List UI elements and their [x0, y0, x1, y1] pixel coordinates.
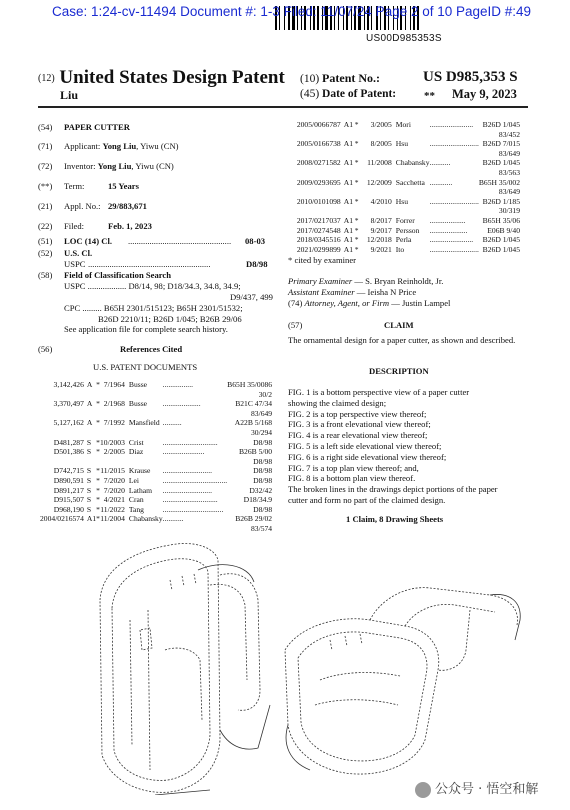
attorney: (74) Attorney, Agent, or Firm — Justin Lampel: [288, 298, 451, 308]
date-label: [300, 88, 396, 100]
citation-s: *: [96, 447, 100, 457]
citation-dots: ..........................: [162, 485, 212, 495]
citation-continuation: [40, 457, 272, 467]
citation-continuation: [288, 206, 520, 216]
citation-no: 2008/0271582: [296, 158, 341, 168]
citation-dots: ..........................: [429, 139, 479, 149]
code-12: (12): [38, 73, 55, 85]
patent-date: May 9, 2023: [452, 87, 517, 101]
citation-row: [40, 514, 272, 524]
citation-name: Chabansky: [128, 514, 163, 524]
citation-dots: ....................: [162, 399, 201, 409]
code-45: (45): [300, 88, 320, 100]
citation-s: *: [354, 177, 359, 187]
wechat-icon: [415, 782, 431, 798]
patent-number: US D985,353 S: [423, 69, 518, 85]
citation-dots: ............: [429, 177, 453, 187]
citation-dots: .......................: [429, 120, 474, 129]
citation-dots: ..........................: [429, 196, 479, 206]
citation-continuation: [40, 390, 272, 400]
date-marker: **: [424, 90, 435, 102]
citation-name: Hsu: [395, 139, 408, 149]
citation-cls: D32/42: [249, 485, 273, 495]
citation-s: *: [354, 225, 359, 235]
citation-s: *: [354, 120, 359, 129]
figure-right-solid: [286, 594, 520, 770]
citation-k: S: [86, 485, 92, 495]
citation-k: A1: [343, 225, 353, 235]
citation-row: [288, 235, 520, 245]
citation-dots: .......................: [429, 235, 474, 245]
citation-date: 7/2020: [103, 475, 125, 485]
watermark: 公众号 · 悟空和解: [415, 778, 538, 798]
citation-s: *: [96, 437, 100, 447]
citation-dots: ..........: [162, 418, 182, 428]
citation-no: D501,386: [53, 447, 84, 457]
citation-continuation: [40, 428, 272, 438]
citation-no: 2017/0217037: [296, 215, 341, 225]
citation-row: [288, 197, 520, 207]
citation-dots: ...................: [429, 215, 466, 225]
citation-cls: B26D 7/015: [482, 139, 520, 149]
citation-name: Hsu: [395, 196, 408, 206]
citation-cont-class: 83/563: [498, 167, 520, 177]
citation-cls: A22B 5/168: [234, 418, 273, 428]
description-line: FIG. 4 is a rear elevational view thereof;: [288, 430, 428, 441]
citation-name: Lei: [128, 475, 139, 485]
citation-date: 7/1964: [103, 380, 125, 389]
citation-dots: ................: [162, 380, 193, 389]
citation-k: A1: [343, 158, 353, 168]
citation-row: [288, 158, 520, 168]
citation-dots: ....................: [429, 225, 468, 235]
citation-row: [288, 178, 520, 188]
description-line: FIG. 8 is a bottom plan view thereof.: [288, 473, 416, 484]
citation-k: A: [86, 380, 93, 389]
citation-s: *: [96, 495, 100, 505]
claim-heading: CLAIM: [384, 320, 414, 330]
citation-no: D742,715: [53, 466, 84, 476]
citation-row: [40, 418, 272, 428]
citation-cls: B26D 1/045: [482, 120, 520, 129]
claims-summary: 1 Claim, 8 Drawing Sheets: [346, 514, 444, 524]
citation-no: 3,370,497: [53, 399, 84, 409]
citation-cls: B26B 29/02: [235, 514, 273, 524]
citation-name: Crist: [128, 437, 144, 447]
description-line: FIG. 6 is a right side elevational view thereof;: [288, 451, 447, 462]
citation-date: 4/2010: [370, 196, 392, 206]
citation-s: *: [354, 235, 359, 245]
citation-name: Ito: [395, 244, 405, 254]
citation-cont-class: D8/98: [253, 456, 273, 466]
citation-cls: B65H 35/06: [482, 215, 520, 225]
citation-k: A1: [343, 215, 353, 225]
citation-cont-class: 83/649: [498, 187, 520, 197]
citation-row: [40, 380, 272, 390]
citation-no: 2005/0166738: [296, 139, 341, 149]
citation-row: [40, 505, 272, 515]
inventor-surname: Liu: [60, 88, 79, 102]
citation-cont-class: 83/649: [498, 148, 520, 158]
citation-s: *: [354, 158, 359, 168]
citation-dots: .............................: [162, 495, 218, 505]
citation-s: *: [96, 475, 100, 485]
citations-left: [40, 380, 272, 534]
citation-k: A1: [343, 244, 353, 254]
date-label-text: Date of Patent:: [322, 88, 397, 100]
figure-left-perspective: [100, 543, 260, 792]
citation-no: 2004/0216574: [40, 514, 84, 524]
citation-no: D915,507: [53, 495, 84, 505]
citation-k: S: [86, 466, 92, 476]
citation-no: 2017/0274548: [296, 225, 341, 235]
citation-no: D891,217: [53, 485, 84, 495]
assistant-examiner: Assistant Examiner — Ieisha N Price: [288, 287, 417, 297]
citation-dots: .............................: [162, 437, 218, 447]
citation-name: Perla: [395, 235, 412, 245]
citation-s: *: [96, 466, 100, 476]
citation-k: S: [86, 437, 92, 447]
citation-name: Tang: [128, 504, 144, 514]
citation-s: *: [96, 504, 100, 514]
citation-date: 8/2005: [370, 139, 392, 149]
citation-date: 2/2005: [103, 447, 125, 457]
description-body: [288, 387, 528, 506]
citation-name: Chabansky: [395, 158, 430, 168]
citation-cont-class: 30/294: [251, 427, 273, 437]
description-line: The broken lines in the drawings depict portions of the paper: [288, 484, 498, 495]
citation-no: 2005/0066787: [296, 120, 341, 129]
citation-row: [288, 139, 520, 149]
patent-no-label: [300, 71, 380, 86]
citation-no: D968,190: [53, 504, 84, 514]
citation-no: 2010/0101098: [296, 196, 341, 206]
field-58-line-2: D9/437, 499: [230, 292, 273, 302]
citation-cont-class: 83/452: [498, 129, 520, 139]
cited-by-examiner: * cited by examiner: [288, 255, 357, 265]
citation-continuation: [288, 168, 520, 178]
citation-continuation: [40, 409, 272, 419]
citation-date: 11/2008: [367, 158, 392, 168]
description-line: FIG. 5 is a left side elevational view thereof;: [288, 440, 442, 451]
patent-type-title: [38, 67, 285, 89]
citation-s: *: [354, 139, 359, 149]
primary-examiner: Primary Examiner — S. Bryan Reinholdt, Jr.: [288, 276, 444, 286]
citation-cls: B26D 1/185: [482, 196, 520, 206]
description-line: showing the claimed design;: [288, 397, 387, 408]
citation-date: 2/1968: [103, 399, 125, 409]
citation-k: A1: [343, 120, 353, 129]
citation-name: Cran: [128, 495, 144, 505]
citation-name: Forrer: [395, 215, 415, 225]
citation-cls: B26B 5/00: [238, 447, 273, 457]
citation-date: 11/2015: [100, 466, 125, 476]
citation-date: 9/2021: [370, 244, 392, 254]
patent-no-text: Patent No.:: [322, 71, 381, 85]
citation-cls: D8/98: [253, 466, 273, 476]
citation-row: [288, 226, 520, 236]
citation-k: S: [86, 475, 92, 485]
citation-cls: B65H 35/002: [478, 177, 520, 187]
citation-dots: ..................................: [162, 475, 228, 485]
description-line: FIG. 1 is a bottom perspective view of a paper cutter: [288, 387, 470, 397]
citation-date: 4/2021: [103, 495, 125, 505]
citation-no: 2009/0293695: [296, 177, 341, 187]
citation-name: Mansfield: [128, 418, 160, 428]
citation-s: *: [96, 485, 100, 495]
citation-k: A1: [343, 177, 353, 187]
citation-row: [40, 486, 272, 496]
title-value: PAPER CUTTER: [64, 122, 130, 132]
citation-dots: ......................: [162, 447, 205, 457]
citation-date: 7/2020: [103, 485, 125, 495]
citation-name: Diaz: [128, 447, 144, 457]
citation-s: *: [96, 380, 100, 389]
description-line: FIG. 2 is a top perspective view thereof;: [288, 408, 427, 419]
description-line: FIG. 7 is a top plan view thereof; and,: [288, 462, 419, 473]
citation-cls: D8/98: [253, 475, 273, 485]
citation-cls: B26D 1/045: [482, 158, 520, 168]
citation-s: *: [354, 196, 359, 206]
citation-cls: B21C 47/34: [235, 399, 273, 409]
citation-name: Latham: [128, 485, 153, 495]
citation-no: 2018/0345516: [296, 235, 341, 245]
figure-left-solid: [155, 565, 270, 795]
claim-code: (57): [288, 320, 303, 330]
field-58-line-4: B26D 2210/11; B26D 1/045; B26B 29/06: [98, 314, 242, 324]
citation-date: 3/2005: [370, 120, 392, 129]
field-58-line-3: CPC ......... B65H 2301/515123; B65H 2301/51532;: [64, 303, 243, 313]
citation-cls: B65H 35/0086: [227, 380, 273, 389]
citation-date: 12/2018: [366, 235, 392, 245]
citation-continuation: [288, 187, 520, 197]
paper-cutter-drawing: [70, 530, 540, 795]
citation-continuation: [288, 130, 520, 140]
citation-row: [288, 245, 520, 255]
citation-date: 10/2003: [99, 437, 125, 447]
citation-no: 2021/0299899: [296, 244, 341, 254]
citation-k: A1: [343, 139, 353, 149]
code-10: (10): [300, 73, 320, 85]
citation-k: S: [86, 495, 92, 505]
citation-cls: D8/98: [253, 437, 273, 447]
citation-s: *: [96, 399, 100, 409]
header-rule: [38, 106, 528, 108]
citation-s: *: [96, 514, 100, 524]
citation-name: Busse: [128, 399, 148, 409]
doc-type: United States Design Patent: [59, 67, 285, 88]
citation-row: [288, 216, 520, 226]
citation-dots: ................................: [162, 504, 224, 514]
citation-cont-class: 30/2: [258, 389, 273, 399]
citation-row: [40, 438, 272, 448]
citation-date: 8/2017: [370, 215, 392, 225]
citation-s: *: [354, 244, 359, 254]
citation-no: 5,127,162: [53, 418, 84, 428]
citation-name: Krause: [128, 466, 151, 476]
citation-date: 9/2017: [370, 225, 392, 235]
citation-s: *: [96, 418, 100, 428]
citation-dots: ...........: [162, 514, 184, 524]
description-line: cutter and form no part of the claimed design.: [288, 494, 446, 505]
citation-row: [40, 476, 272, 486]
citations-right: [288, 120, 520, 254]
citation-k: A1: [343, 196, 353, 206]
citation-k: A1: [86, 514, 97, 524]
citation-cont-class: 30/319: [498, 206, 520, 216]
citation-cls: B26D 1/045: [482, 244, 520, 254]
citation-no: D890,591: [53, 475, 84, 485]
citation-k: S: [86, 447, 92, 457]
case-header: Case: 1:24-cv-11494 Document #: 1-3 Filed: 11/07/24 Page 2 of 10 PageID #:49: [52, 4, 532, 19]
citation-k: S: [86, 504, 92, 514]
figure-right-perspective: [285, 588, 518, 774]
field-58-line-1: USPC .................. D8/14, 98; D18/34.3, 34.8, 34.9;: [64, 281, 241, 291]
citation-row: [40, 447, 272, 457]
citation-k: A1: [343, 235, 353, 245]
claim-text: The ornamental design for a paper cutter, as shown and described.: [288, 335, 516, 345]
field-58-line-5: See application file for complete search history.: [64, 324, 228, 334]
description-heading: DESCRIPTION: [369, 366, 429, 376]
citation-cont-class: 83/574: [251, 523, 273, 533]
citation-k: A: [86, 418, 93, 428]
publication-number: US00D985353S: [366, 33, 442, 44]
citation-k: A: [86, 399, 93, 409]
description-line: FIG. 3 is a front elevational view thereof;: [288, 419, 431, 430]
citation-dots: ..........................: [429, 244, 479, 254]
citation-name: Busse: [128, 380, 148, 389]
citation-name: Mori: [395, 120, 411, 129]
citation-cls: E06B 9/40: [487, 225, 520, 235]
citation-date: 7/1992: [103, 418, 125, 428]
citation-cls: D18/34.9: [243, 495, 273, 505]
citation-name: Persson: [395, 225, 420, 235]
citation-no: D481,287: [53, 437, 84, 447]
citation-row: [40, 495, 272, 505]
citation-date: 11/2004: [100, 514, 125, 524]
citation-date: 12/2009: [366, 177, 392, 187]
citation-dots: ..........................: [162, 466, 212, 476]
citation-name: Sacchetta: [395, 177, 425, 187]
citation-cls: B26D 1/045: [482, 235, 520, 245]
citation-continuation: [288, 149, 520, 159]
citation-dots: ...........: [429, 158, 451, 168]
citation-cont-class: 83/649: [251, 408, 273, 418]
us-patent-docs-heading: U.S. PATENT DOCUMENTS: [93, 362, 198, 372]
citation-row: [288, 120, 520, 130]
citation-cls: D8/98: [253, 504, 273, 514]
citation-row: [40, 466, 272, 476]
citation-date: 11/2022: [100, 504, 125, 514]
citation-row: [40, 399, 272, 409]
citation-s: *: [354, 215, 359, 225]
citation-no: 3,142,426: [53, 380, 84, 389]
